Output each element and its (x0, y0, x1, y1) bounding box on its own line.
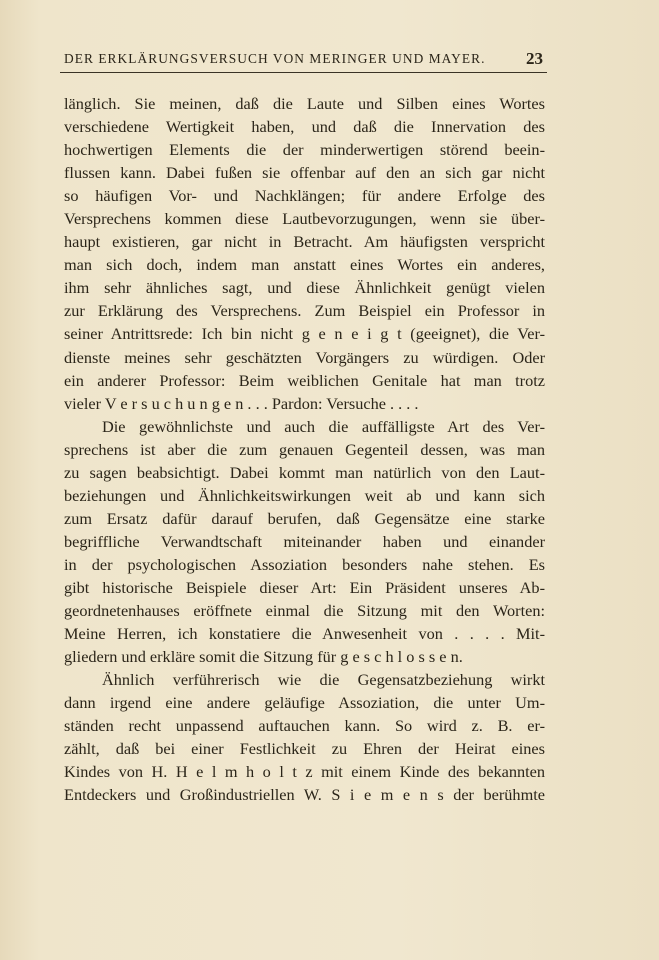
text-line: verschiedene Wertigkeit haben, und daß die Innervation des (64, 117, 545, 137)
text-line: ihm sehr ähnliches sagt, und diese Ähnlichkeit genügt vielen (64, 278, 545, 298)
paragraph-first-line: Die gewöhnlichste und auch die auffälligste Art des Ver- (102, 416, 545, 436)
text-line: in der psychologischen Assoziation besonders nahe stehen. Es (64, 554, 545, 574)
paragraph-end-line: gliedern und erkläre somit die Sitzung für g e s c h l o s s e n. (64, 647, 463, 667)
text-line: Meine Herren, ich konstatiere die Anwesenheit von . . . . Mit- (64, 624, 545, 644)
body-text (64, 92, 545, 806)
text-line: ein anderer Professor: Beim weiblichen Genitale hat man trotz (64, 370, 545, 390)
text-line: ständen recht unpassend auftauchen kann. So wird z. B. er- (64, 716, 545, 736)
text-line: hochwertigen Elements die der minderwertigen störend beein- (64, 140, 545, 160)
text-line: sprechens ist aber die zum genauen Gegenteil dessen, was man (64, 439, 545, 459)
text-line: flussen kann. Dabei fußen sie offenbar auf den an sich gar nicht (64, 163, 545, 183)
text-line: zu sagen beabsichtigt. Dabei kommt man natürlich von den Laut- (64, 462, 545, 482)
text-line: zur Erklärung des Versprechens. Zum Beispiel ein Professor in (64, 301, 545, 321)
text-line: Kindes von H. H e l m h o l t z mit einem Kinde des bekannten (64, 762, 545, 782)
page-number: 23 (526, 49, 543, 68)
text-line: Entdeckers und Großindustriellen W. S i e m e n s der berühmte (64, 785, 545, 805)
text-line: seiner Antrittsrede: Ich bin nicht g e n e i g t (geeignet), die Ver- (64, 324, 545, 344)
text-line: geordnetenhauses eröffnete einmal die Sitzung mit den Worten: (64, 601, 545, 621)
running-head (64, 49, 545, 71)
text-line: dienste meines sehr geschätzten Vorgängers zu würdigen. Oder (64, 347, 545, 367)
text-line: begriffliche Verwandtschaft miteinander haben und einander (64, 531, 545, 551)
text-line: Versprechens kommen diese Lautbevorzugungen, wenn sie über- (64, 209, 545, 229)
paragraph-first-line: Ähnlich verführerisch wie die Gegensatzbeziehung wirkt (102, 670, 545, 690)
text-line: so häufigen Vor- und Nachklängen; für andere Erfolge des (64, 186, 545, 206)
text-line: man sich doch, indem man anstatt eines Wortes ein anderes, (64, 255, 545, 275)
header-rule (60, 72, 547, 73)
text-line: beziehungen und Ähnlichkeitswirkungen weit ab und kann sich (64, 485, 545, 505)
running-head-title: DER ERKLÄRUNGSVERSUCH VON MERINGER UND MAYER. (64, 51, 486, 66)
text-line: dann irgend eine andere geläufige Assoziation, die unter Um- (64, 693, 545, 713)
text-line: zählt, daß bei einer Festlichkeit zu Ehren der Heirat eines (64, 739, 545, 759)
paragraph-end-line: vieler V e r s u c h u n g e n . . . Pardon: Versuche . . . . (64, 393, 419, 413)
text-line: länglich. Sie meinen, daß die Laute und Silben eines Wortes (64, 94, 545, 113)
text-line: gibt historische Beispiele dieser Art: Ein Präsident unseres Ab- (64, 577, 545, 597)
text-line: zum Ersatz dafür darauf berufen, daß Gegensätze eine starke (64, 508, 545, 528)
text-line: haupt existieren, gar nicht in Betracht. Am häufigsten verspricht (64, 232, 545, 252)
